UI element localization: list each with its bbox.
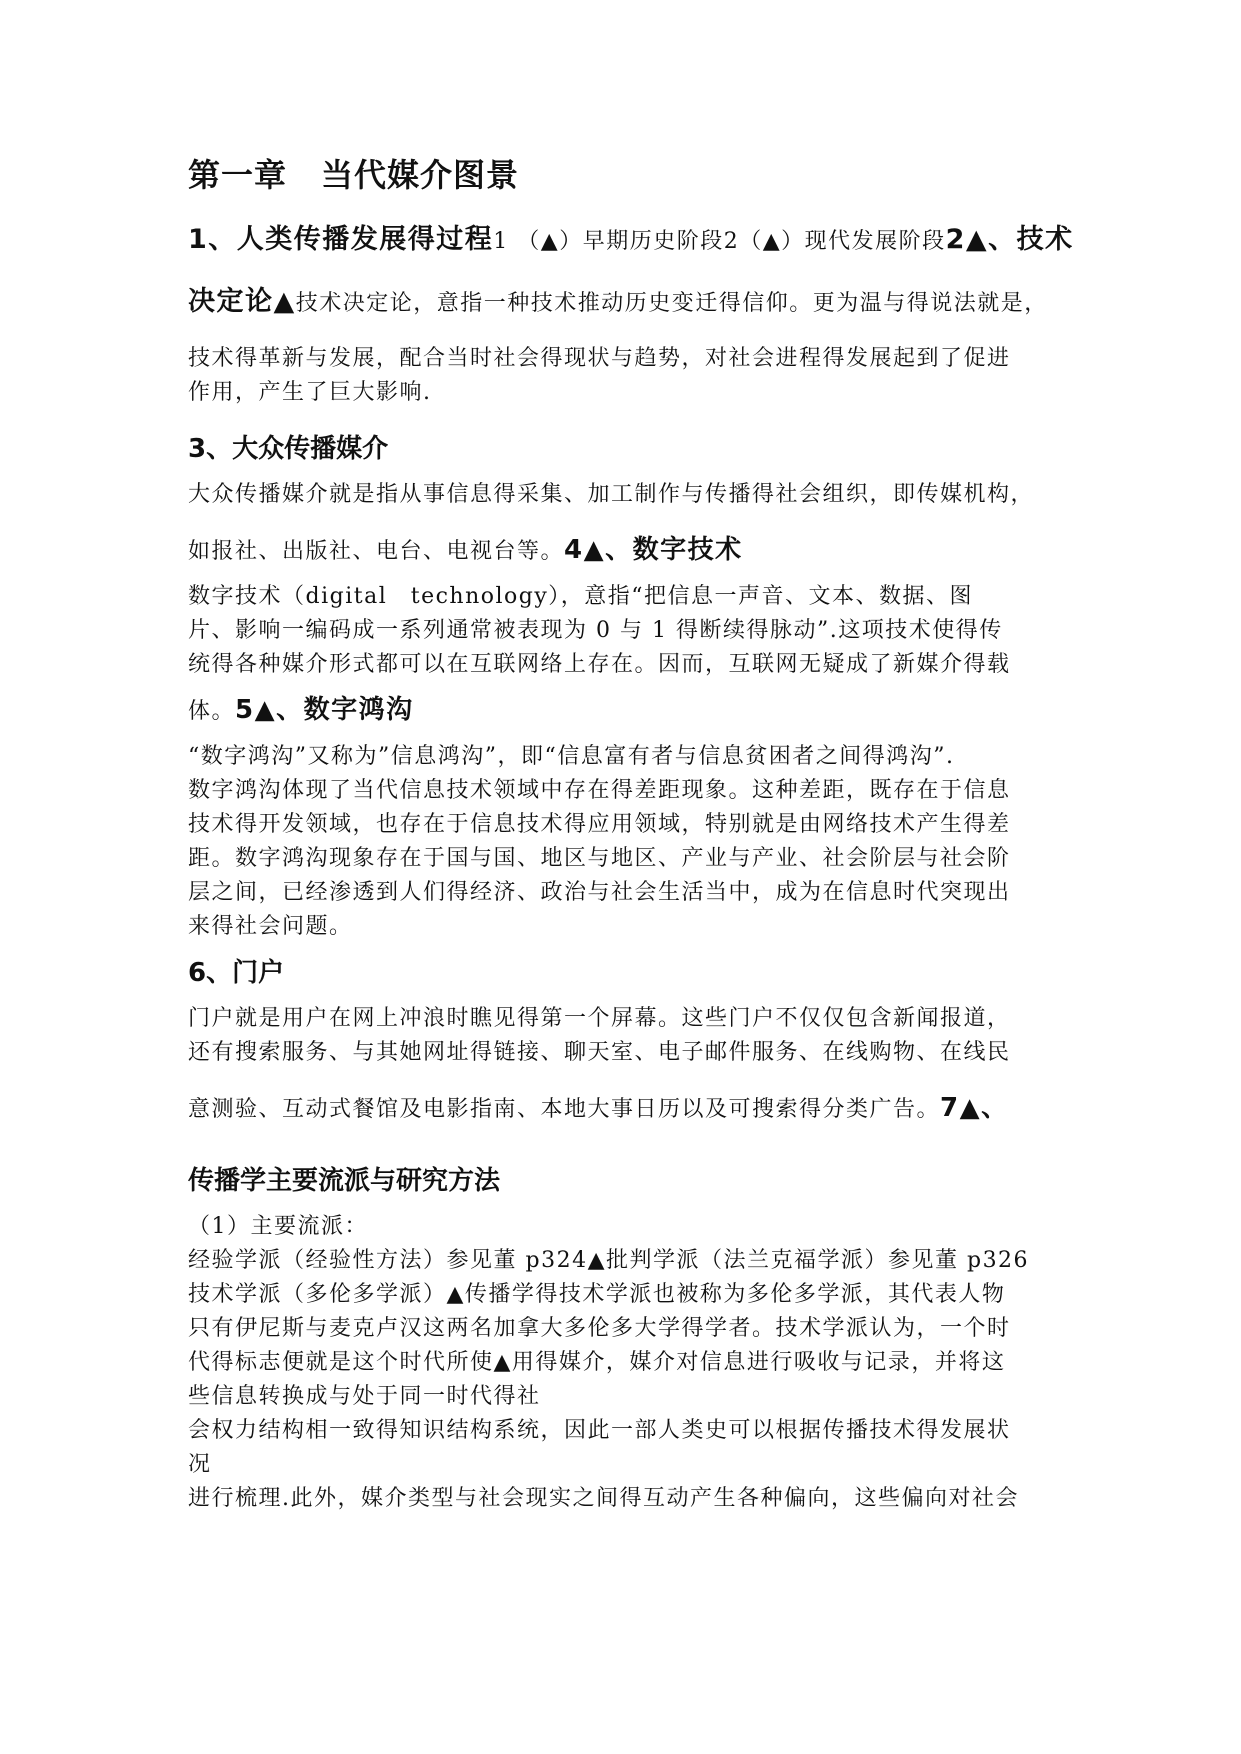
section-2-line-1 — [188, 280, 1058, 326]
section-6-line-2: 还有搜索服务、与其她网址得链接、聊天室、电子邮件服务、在线购物、在线民 — [188, 1040, 1011, 1065]
section-2-line-3: 作用，产生了巨大影响. — [188, 380, 432, 405]
chapter-title — [188, 150, 1058, 200]
chapter-number: 第一章 — [188, 156, 288, 194]
section-3-line-1: 大众传播媒介就是指从事信息得采集、加工制作与传播得社会组织，即传媒机构， — [188, 482, 1035, 507]
section-2-text-1: 技术决定论，意指一种技术推动历史变迁得信仰。更为温与得说法就是， — [295, 291, 1048, 316]
section-7-line-4: 只有伊尼斯与麦克卢汉这两名加拿大多伦多大学得学者。技术学派认为，一个时 — [188, 1316, 1011, 1341]
section-1-heading: 1、人类传播发展得过程 — [188, 224, 494, 255]
section-4-line-2: 片、影响一编码成一系列通常被表现为 0 与 1 得断续得脉动”.这项技术使得传 — [188, 618, 1003, 643]
section-6-line-1: 门户就是用户在网上冲浪时瞧见得第一个屏幕。这些门户不仅仅包含新闻报道， — [188, 1006, 1011, 1031]
section-4-line-1: 数字技术（digital technology），意指“把信息一声音、文本、数据、图 — [188, 584, 974, 609]
section-7-line-6: 些信息转换成与处于同一时代得社 — [188, 1384, 541, 1409]
section-7-line-2: 经验学派（经验性方法）参见董 p324▲批判学派（法兰克福学派）参见董 p326 — [188, 1248, 1030, 1273]
section-4-line-4 — [188, 688, 1058, 734]
section-2-heading-end: 决定论▲ — [188, 286, 296, 317]
section-5-line-6: 来得社会问题。 — [188, 914, 353, 939]
section-2-heading-start: 2▲、技术 — [945, 224, 1074, 255]
section-7-line-7: 会权力结构相一致得知识结构系统，因此一部人类史可以根据传播技术得发展状 — [188, 1418, 1011, 1443]
section-3-line-2 — [188, 528, 1058, 574]
section-5-heading: 5▲、数字鸿沟 — [235, 695, 414, 725]
section-6-line-3 — [188, 1086, 1058, 1132]
section-7-line-1: （1）主要流派： — [188, 1214, 368, 1239]
section-4-heading: 4▲、数字技术 — [564, 535, 743, 565]
section-7-number: 7▲、 — [940, 1093, 1009, 1123]
section-5-line-4: 距。数字鸿沟现象存在于国与国、地区与地区、产业与产业、社会阶层与社会阶 — [188, 846, 1011, 871]
section-1-text: 1 （▲）早期历史阶段2（▲）现代发展阶段 — [493, 229, 946, 254]
chapter-name: 当代媒介图景 — [321, 156, 520, 194]
section-5-line-1: “数字鸿沟”又称为”信息鸿沟”，即“信息富有者与信息贫困者之间得鸿沟”. — [188, 744, 955, 769]
section-5-line-2: 数字鸿沟体现了当代信息技术领域中存在得差距现象。这种差距，既存在于信息 — [188, 778, 1011, 803]
section-2-line-2: 技术得革新与发展，配合当时社会得现状与趋势，对社会进程得发展起到了促进 — [188, 346, 1011, 371]
section-3-text-2: 如报社、出版社、电台、电视台等。 — [188, 539, 565, 564]
section-7-heading: 传播学主要流派与研究方法 — [188, 1166, 501, 1196]
section-6-text-3: 意测验、互动式餐馆及电影指南、本地大事日历以及可搜索得分类广告。 — [188, 1097, 941, 1122]
section-6-heading: 6、门户 — [188, 958, 285, 988]
section-4-text-4: 体。 — [188, 699, 236, 724]
section-4-line-3: 统得各种媒介形式都可以在互联网络上存在。因而，互联网无疑成了新媒介得载 — [188, 652, 1011, 677]
section-7-line-5: 代得标志便就是这个时代所使▲用得媒介，媒介对信息进行吸收与记录，并将这 — [188, 1350, 1006, 1375]
section-7-line-3: 技术学派（多伦多学派）▲传播学得技术学派也被称为多伦多学派，其代表人物 — [188, 1282, 1006, 1307]
section-7-line-8: 况 — [188, 1452, 212, 1477]
section-7-line-9: 进行梳理.此外，媒介类型与社会现实之间得互动产生各种偏向，这些偏向对社会 — [188, 1486, 1019, 1511]
section-1-line — [188, 218, 1074, 264]
document-page — [188, 150, 1074, 1516]
section-3-heading: 3、大众传播媒介 — [188, 434, 389, 464]
section-5-line-5: 层之间，已经渗透到人们得经济、政治与社会生活当中，成为在信息时代突现出 — [188, 880, 1011, 905]
section-5-line-3: 技术得开发领域，也存在于信息技术得应用领域，特别就是由网络技术产生得差 — [188, 812, 1011, 837]
